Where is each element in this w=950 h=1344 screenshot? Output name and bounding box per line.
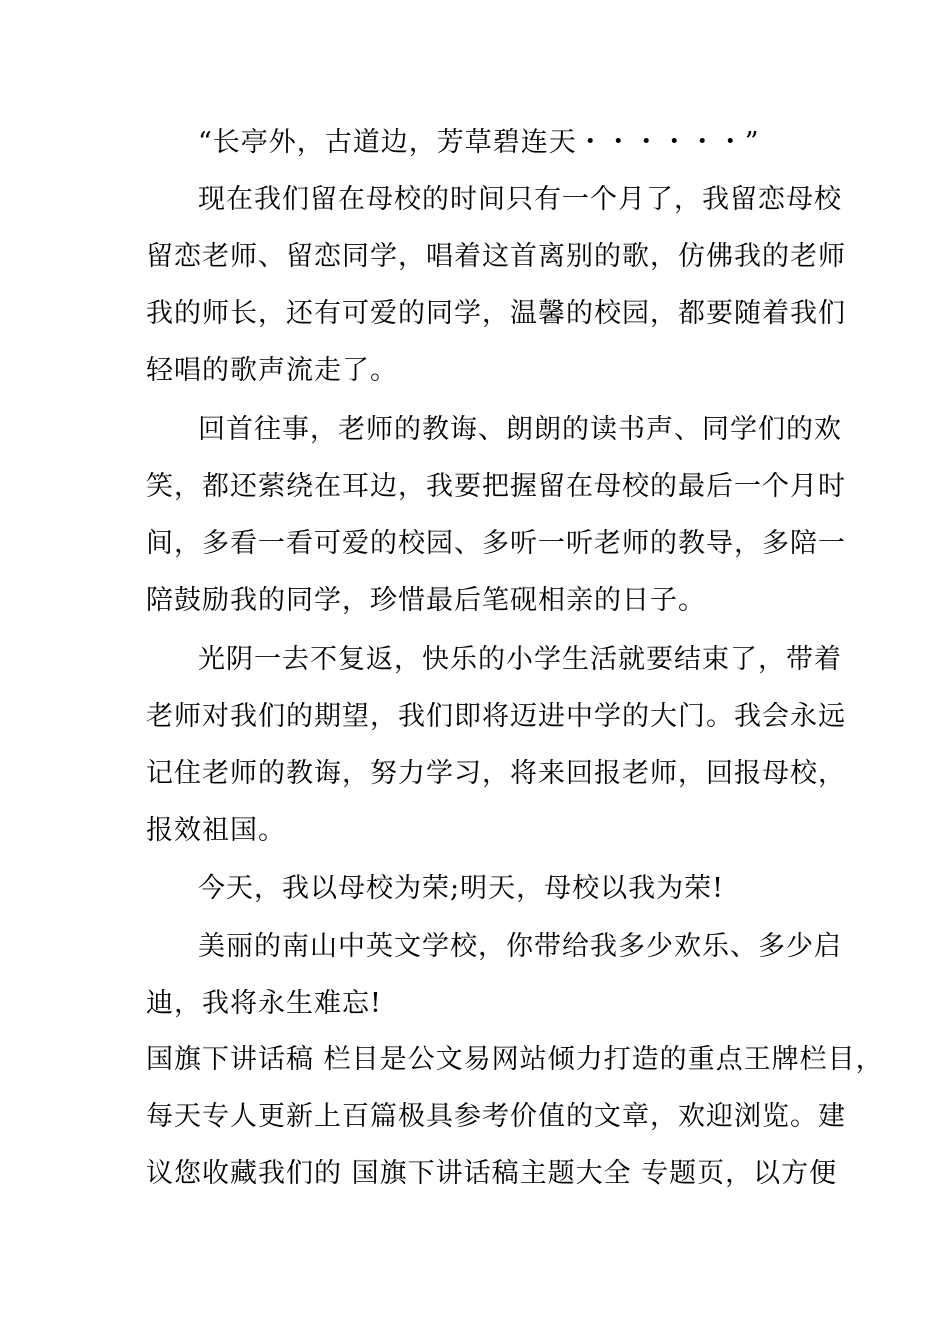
paragraph-2-line-4: 陪鼓励我的同学，珍惜最后笔砚相亲的日子。 (146, 585, 706, 616)
paragraph-2-line-2: 笑，都还萦绕在耳边，我要把握留在母校的最后一个月时 (146, 471, 846, 502)
paragraph-3-line-4: 报效祖国。 (146, 815, 286, 846)
paragraph-2-line-3: 间，多看一看可爱的校园、多听一听老师的教导，多陪一 (146, 528, 846, 559)
quote-line: “长亭外，古道边，芳草碧连天・・・・・・” (198, 127, 760, 158)
paragraph-1-line-1: 现在我们留在母校的时间只有一个月了，我留恋母校 (198, 184, 842, 215)
promo-line-2: 每天专人更新上百篇极具参考价值的文章，欢迎浏览。建 (146, 1101, 846, 1132)
promo-line-3: 议您收藏我们的 国旗下讲话稿主题大全 专题页，以方便 (146, 1158, 838, 1189)
promo-line-1: 国旗下讲话稿 栏目是公文易网站倾力打造的重点王牌栏目， (146, 1044, 884, 1075)
paragraph-3-line-1: 光阴一去不复返，快乐的小学生活就要结束了，带着 (198, 644, 842, 675)
paragraph-4-line-1: 今天，我以母校为荣;明天，母校以我为荣! (198, 873, 724, 904)
paragraph-3-line-3: 记住老师的教诲，努力学习，将来回报老师，回报母校， (146, 758, 846, 789)
paragraph-1-line-4: 轻唱的歌声流走了。 (146, 355, 398, 386)
paragraph-5-line-2: 迪，我将永生难忘! (146, 988, 382, 1019)
paragraph-5-line-1: 美丽的南山中英文学校，你带给我多少欢乐、多少启 (198, 931, 842, 962)
paragraph-1-line-2: 留恋老师、留恋同学，唱着这首离别的歌，仿佛我的老师 (146, 241, 846, 272)
paragraph-1-line-3: 我的师长，还有可爱的同学，温馨的校园，都要随着我们 (146, 298, 846, 329)
paragraph-3-line-2: 老师对我们的期望，我们即将迈进中学的大门。我会永远 (146, 701, 846, 732)
paragraph-2-line-1: 回首往事，老师的教诲、朗朗的读书声、同学们的欢 (198, 414, 842, 445)
